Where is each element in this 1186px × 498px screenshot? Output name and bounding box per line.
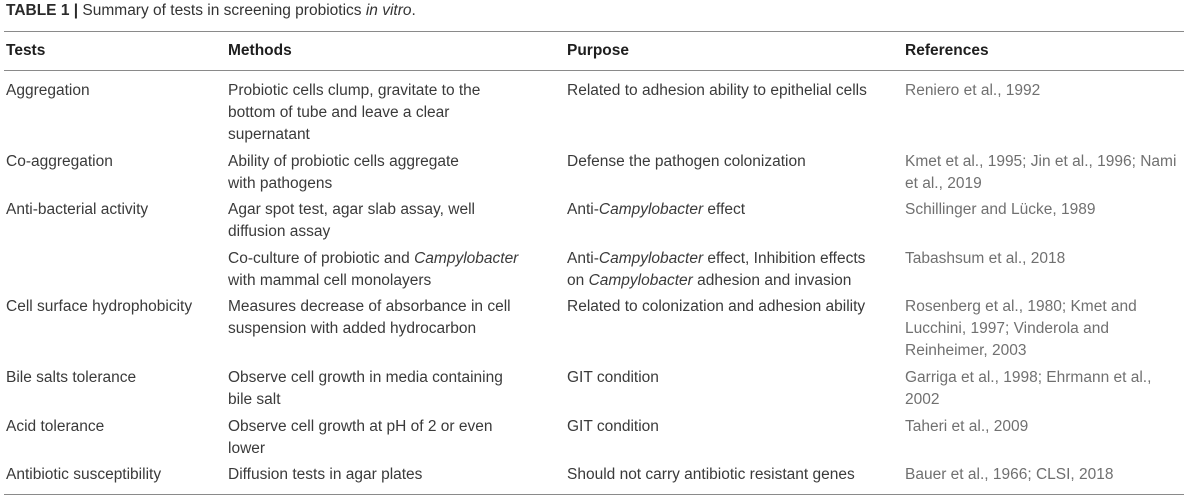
cell-purpose [567, 199, 745, 221]
cell-method [228, 464, 422, 486]
text-segment: with pathogens [228, 175, 333, 192]
text-segment: supernatant [228, 126, 310, 143]
table-number: TABLE 1 [6, 2, 70, 19]
text-segment: Should not carry antibiotic resistant genes [567, 466, 855, 483]
reference-line: Tabashsum et al., 2018 [905, 250, 1066, 267]
header-purpose: Purpose [567, 42, 630, 59]
text-segment: GIT condition [567, 369, 659, 386]
cell-method [228, 416, 493, 460]
cell-test [6, 464, 161, 486]
text-segment: bottom of tube and leave a clear [228, 104, 450, 121]
text-segment: Co-culture of probiotic and [228, 250, 415, 267]
text-segment: lower [228, 440, 266, 457]
reference-line: Taheri et al., 2009 [905, 418, 1029, 435]
cell-test [6, 367, 136, 389]
method-line [228, 221, 475, 243]
method-line [228, 416, 493, 438]
text-segment: Observe cell growth in media containing [228, 369, 503, 386]
text-segment: suspension with added hydrocarbon [228, 320, 477, 337]
purpose-line [567, 270, 865, 292]
italic-term: Campylobacter [414, 250, 519, 267]
method-line [228, 124, 480, 146]
cell-references [905, 151, 1176, 195]
caption-period: . [411, 2, 416, 19]
cell-method [228, 367, 503, 411]
cell-purpose [567, 416, 659, 438]
method-line [228, 270, 518, 292]
cell-purpose [567, 151, 806, 173]
table-caption [6, 1, 416, 21]
text-segment: Diffusion tests in agar plates [228, 466, 423, 483]
reference-line: Bauer et al., 1966; CLSI, 2018 [905, 466, 1114, 483]
method-line [228, 389, 503, 411]
caption-italic: in vitro [365, 2, 412, 19]
cell-test [6, 416, 104, 438]
purpose-line [567, 367, 659, 389]
text-segment: diffusion assay [228, 223, 331, 240]
reference-line: Garriga et al., 1998; Ehrmann et al., [905, 369, 1152, 386]
italic-term: Campylobacter [598, 201, 704, 218]
reference-line: 2002 [905, 391, 940, 408]
cell-test [6, 296, 192, 318]
method-line [228, 151, 459, 173]
text-segment: GIT condition [567, 418, 659, 435]
test-line: Bile salts tolerance [6, 369, 137, 386]
reference-line: Kmet et al., 1995; Jin et al., 1996; Nami [905, 153, 1177, 170]
test-line: Antibiotic susceptibility [6, 466, 162, 483]
header-methods: Methods [228, 42, 292, 59]
bottom-rule [4, 494, 1184, 495]
reference-line: Reniero et al., 1992 [905, 82, 1041, 99]
italic-term: Campylobacter [588, 272, 693, 289]
cell-references [905, 416, 1028, 438]
cell-purpose [567, 367, 659, 389]
cell-purpose [567, 464, 855, 486]
text-segment: adhesion and invasion [692, 272, 852, 289]
method-line [228, 199, 475, 221]
caption-separator: | [69, 2, 83, 19]
cell-purpose [567, 296, 865, 318]
text-segment: Defense the pathogen colonization [567, 153, 806, 170]
cell-references [905, 464, 1114, 486]
method-line [228, 173, 459, 195]
text-segment: effect, Inhibition effects [703, 250, 866, 267]
cell-method [228, 80, 480, 146]
top-rule [4, 31, 1184, 32]
test-line: Acid tolerance [6, 418, 105, 435]
text-segment: Ability of probiotic cells aggregate [228, 153, 459, 170]
method-line [228, 438, 493, 460]
test-line: Cell surface hydrophobicity [6, 298, 193, 315]
method-line [228, 464, 422, 486]
method-line [228, 248, 518, 270]
cell-test [6, 151, 113, 173]
header-tests: Tests [6, 42, 46, 59]
cell-test [6, 80, 90, 102]
text-segment: Agar spot test, agar slab assay, well [228, 201, 475, 218]
test-line: Co-aggregation [6, 153, 113, 170]
purpose-line [567, 464, 855, 486]
header-references: References [905, 42, 989, 59]
purpose-line [567, 151, 806, 173]
text-segment: Anti- [567, 201, 599, 218]
text-segment: effect [703, 201, 746, 218]
cell-test [6, 199, 148, 221]
header-rule [4, 70, 1184, 71]
cell-method [228, 151, 459, 195]
text-segment: Related to colonization and adhesion ability [567, 298, 866, 315]
method-line [228, 318, 511, 340]
cell-purpose [567, 80, 867, 102]
cell-method [228, 248, 518, 292]
text-segment: Probiotic cells clump, gravitate to the [228, 82, 481, 99]
text-segment: Related to adhesion ability to epithelial cells [567, 82, 867, 99]
reference-line: et al., 2019 [905, 175, 982, 192]
text-segment: Anti- [567, 250, 599, 267]
purpose-line [567, 296, 865, 318]
text-segment: bile salt [228, 391, 281, 408]
reference-line: Reinheimer, 2003 [905, 342, 1027, 359]
method-line [228, 102, 480, 124]
test-line: Anti-bacterial activity [6, 201, 149, 218]
reference-line: Rosenberg et al., 1980; Kmet and [905, 298, 1137, 315]
reference-line: Schillinger and Lücke, 1989 [905, 201, 1096, 218]
text-segment: on [567, 272, 589, 289]
text-segment: Measures decrease of absorbance in cell [228, 298, 511, 315]
cell-references [905, 199, 1095, 221]
cell-method [228, 199, 475, 243]
method-line [228, 80, 480, 102]
method-line [228, 367, 503, 389]
method-line [228, 296, 511, 318]
cell-method [228, 296, 511, 340]
purpose-line [567, 80, 867, 102]
cell-references [905, 296, 1137, 362]
purpose-line [567, 199, 745, 221]
purpose-line [567, 416, 659, 438]
test-line: Aggregation [6, 82, 90, 99]
cell-references [905, 367, 1151, 411]
caption-text: Summary of tests in screening probiotics [82, 2, 366, 19]
cell-references [905, 248, 1065, 270]
cell-purpose [567, 248, 865, 292]
text-segment: Observe cell growth at pH of 2 or even [228, 418, 493, 435]
text-segment: with mammal cell monolayers [228, 272, 432, 289]
cell-references [905, 80, 1040, 102]
reference-line: Lucchini, 1997; Vinderola and [905, 320, 1109, 337]
italic-term: Campylobacter [598, 250, 704, 267]
purpose-line [567, 248, 865, 270]
